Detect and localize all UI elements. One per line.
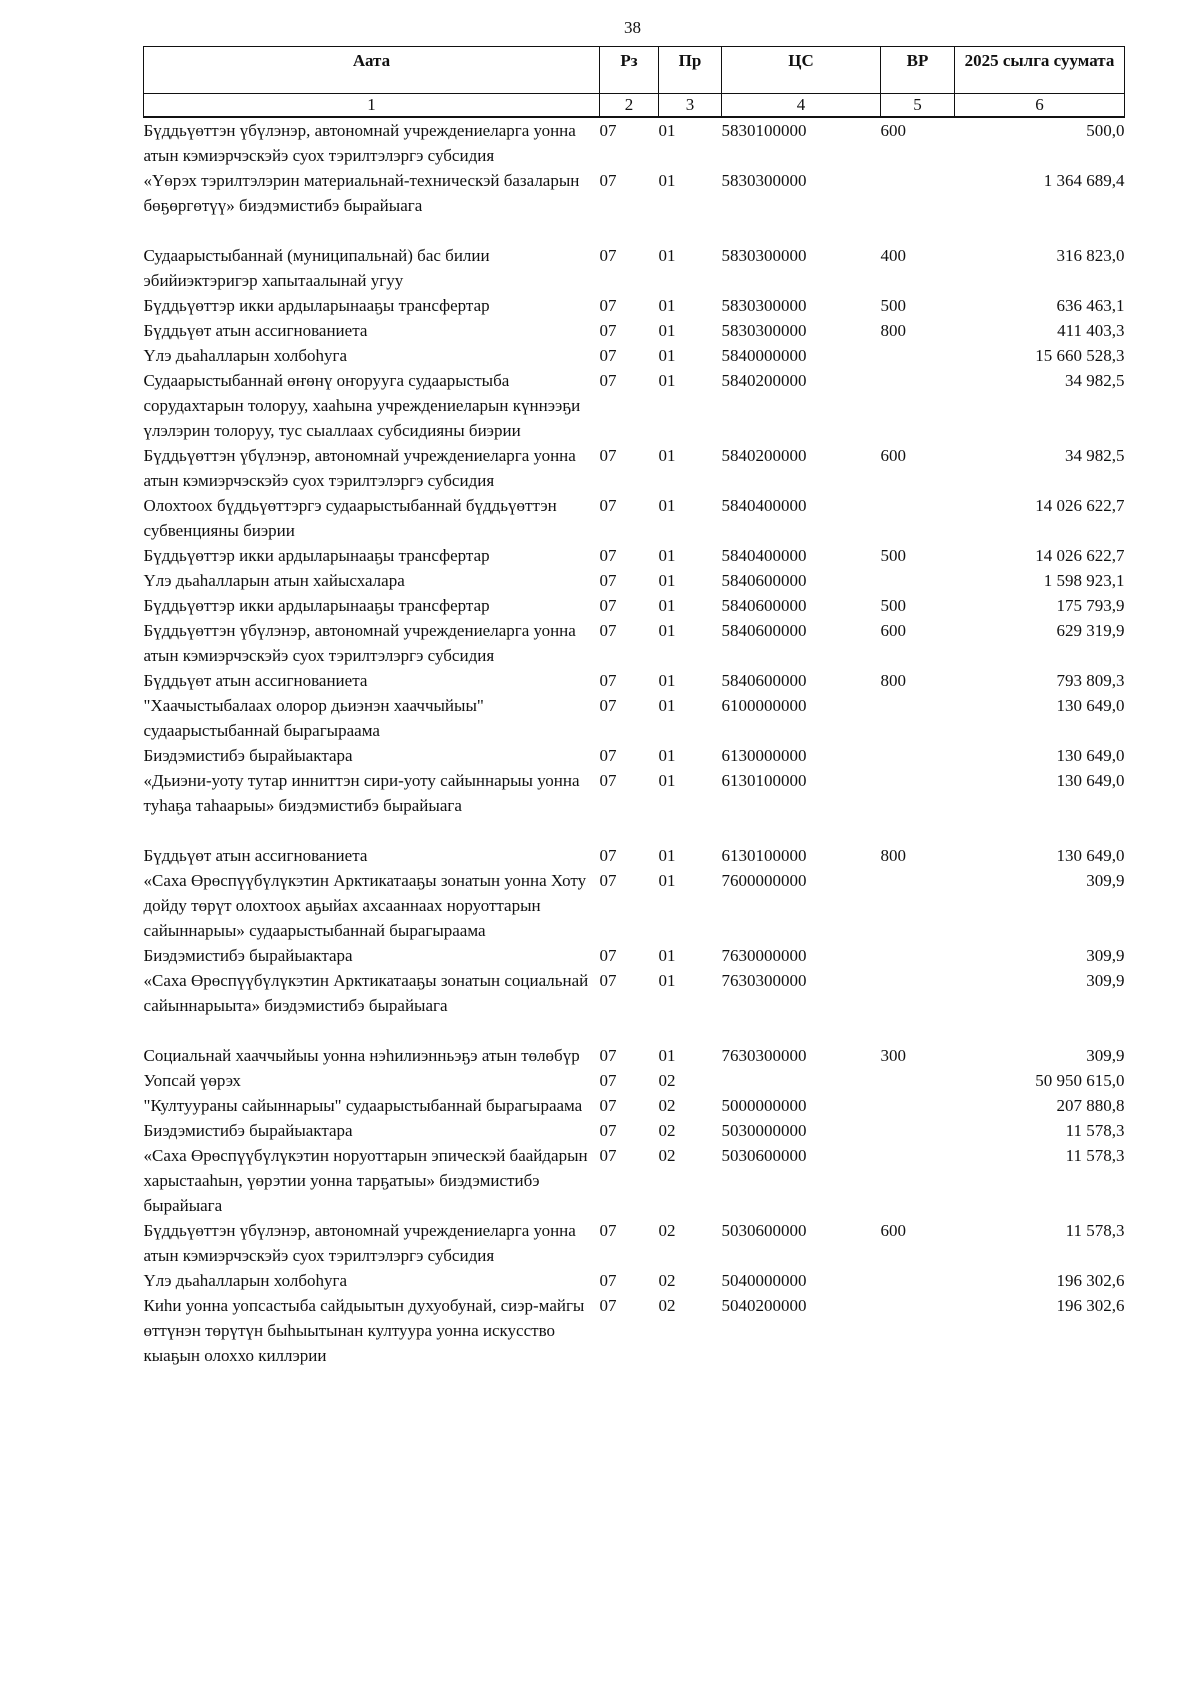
row-cs: 5830300000 [721,246,807,265]
row-amount: 196 302,6 [1056,1296,1125,1315]
row-rz: 07 [599,571,617,590]
column-index: 2 [600,94,659,118]
row-vr: 800 [880,846,906,865]
table-row [144,1218,1125,1268]
row-pr: 01 [658,246,676,265]
table-row [144,493,1125,543]
row-cs: 7630300000 [721,1046,807,1065]
table-row [144,343,1125,368]
row-pr: 01 [658,546,676,565]
row-vr [881,1268,955,1293]
row-rz: 07 [599,321,617,340]
row-amount: 196 302,6 [1056,1271,1125,1290]
row-cs: 7630000000 [721,946,807,965]
row-pr: 01 [658,296,676,315]
row-amount: 11 578,3 [1065,1221,1125,1240]
row-vr [881,693,955,743]
table-row [144,443,1125,493]
header-vr: ВР [881,47,955,94]
row-name: «Саха Өрөспүүбүлүкэтин Арктикатааҕы зонатын уонна Хоту дойду төрүт олохтоох аҕыйах ахсааннаах норуоттарын сайыннарыы» судаарыстыбаннай бырагыраама [143,871,587,940]
row-pr: 01 [658,346,676,365]
row-name: Бүддьүөттэн үбүлэнэр, автономнай учреждениеларга уонна атын кэмиэрчэскэйэ суох тэрилтэлэргэ субсидия [143,1221,576,1265]
row-rz: 07 [599,946,617,965]
row-pr: 01 [658,871,676,890]
row-name: "Култуураны сайыннарыы" судаарыстыбаннай бырагыраама [143,1096,583,1115]
row-amount: 34 982,5 [1065,371,1125,390]
row-cs: 5030000000 [721,1121,807,1140]
row-name: Судаарыстыбаннай өҥөнү оҥорууга судаарыстыба сорудахтарын толоруу, хааһына учреждениеларын күннээҕи үлэлэрин толоруу, тус сыаллаах субсидияны биэрии [143,371,581,440]
row-name: Үлэ дьаһалларын атын хайысхалара [143,571,405,590]
table-row [144,1068,1125,1093]
row-pr: 02 [658,1146,676,1165]
row-rz: 07 [599,546,617,565]
row-pr: 01 [658,446,676,465]
row-amount: 11 578,3 [1065,1146,1125,1165]
row-rz: 07 [599,596,617,615]
header-rz: Рз [600,47,659,94]
row-cs: 6130100000 [721,846,807,865]
header-name: Аата [144,47,600,94]
row-pr: 01 [658,696,676,715]
row-pr: 01 [658,596,676,615]
row-rz: 07 [599,246,617,265]
row-cs: 5830300000 [721,171,807,190]
row-amount: 629 319,9 [1056,621,1125,640]
row-name: Бүддьүөт атын ассигнованиета [143,321,368,340]
row-pr: 02 [658,1121,676,1140]
row-cs: 5840600000 [721,621,807,640]
row-cs: 6100000000 [721,696,807,715]
row-vr: 600 [880,1221,906,1240]
row-amount: 500,0 [1086,121,1125,140]
row-rz: 07 [599,696,617,715]
column-index-row [144,94,1125,118]
table-row [144,1268,1125,1293]
row-amount: 11 578,3 [1065,1121,1125,1140]
row-cs: 5840200000 [721,371,807,390]
row-rz: 07 [599,871,617,890]
row-vr [881,568,955,593]
table-row [144,843,1125,868]
row-amount: 636 463,1 [1056,296,1125,315]
row-name: Бүддьүөттэр икки ардыларынааҕы трансфертар [143,546,490,565]
row-amount: 15 660 528,3 [1035,346,1125,365]
column-index: 1 [144,94,600,118]
table-row [144,743,1125,768]
row-cs: 5840600000 [721,596,807,615]
table-row [144,543,1125,568]
row-name: Бүддьүөттэн үбүлэнэр, автономнай учреждениеларга уонна атын кэмиэрчэскэйэ суох тэрилтэлэргэ субсидия [143,621,576,665]
row-rz: 07 [599,846,617,865]
row-cs: 5000000000 [721,1096,807,1115]
row-amount: 14 026 622,7 [1035,496,1125,515]
page-number: 38 [624,18,641,37]
row-name: «Дьиэни-уоту тутар инниттэн сири-уоту сайыннарыы уонна туһаҕа таһаарыы» биэдэмистибэ бырайыага [143,771,580,815]
row-name: «Саха Өрөспүүбүлүкэтин норуоттарын эпическэй баайдарын харыстааһын, үөрэтии уонна тарҕатыы» биэдэмистибэ бырайыага [143,1146,588,1215]
row-name: Бүддьүөт атын ассигнованиета [143,671,368,690]
row-pr: 02 [658,1071,676,1090]
row-pr: 01 [658,121,676,140]
row-vr: 600 [880,446,906,465]
row-rz: 07 [599,171,617,190]
row-amount: 175 793,9 [1056,596,1125,615]
row-cs: 5840200000 [721,446,807,465]
row-name: Биэдэмистибэ бырайыактара [143,946,353,965]
table-row [144,318,1125,343]
row-name: Уопсай үөрэх [143,1071,241,1090]
row-vr: 600 [880,621,906,640]
table-row [144,593,1125,618]
row-cs: 7630300000 [721,971,807,990]
row-cs: 5840400000 [721,546,807,565]
row-pr: 01 [658,621,676,640]
row-vr [881,1293,955,1368]
row-name: Биэдэмистибэ бырайыактара [143,746,353,765]
row-vr [881,1118,955,1143]
row-vr [881,168,955,243]
row-cs: 5830100000 [721,121,807,140]
row-amount: 411 403,3 [1057,321,1125,340]
table-row [144,868,1125,943]
row-cs: 5840400000 [721,496,807,515]
row-pr: 01 [658,496,676,515]
row-name: Бүддьүөттэр икки ардыларынааҕы трансфертар [143,296,490,315]
row-vr [881,493,955,543]
row-rz: 07 [599,1146,617,1165]
row-vr [881,943,955,968]
row-vr [881,743,955,768]
row-vr [881,768,955,843]
row-pr: 01 [658,571,676,590]
table-row [144,168,1125,243]
row-vr [881,1068,955,1093]
row-amount: 207 880,8 [1056,1096,1125,1115]
table-row [144,243,1125,293]
row-cs: 6130000000 [721,746,807,765]
row-pr: 01 [658,1046,676,1065]
row-name: "Хаачыстыбалаах олорор дьиэнэн хааччыйыы" судаарыстыбаннай бырагыраама [143,696,484,740]
table-row [144,1143,1125,1218]
row-pr: 01 [658,171,676,190]
row-pr: 02 [658,1271,676,1290]
row-cs: 5840600000 [721,671,807,690]
row-rz: 07 [599,1121,617,1140]
row-vr [881,343,955,368]
row-cs: 5830300000 [721,321,807,340]
budget-table [143,46,1125,1368]
row-rz: 07 [599,671,617,690]
row-vr: 500 [880,296,906,315]
row-cs: 5830300000 [721,296,807,315]
row-amount: 34 982,5 [1065,446,1125,465]
row-rz: 07 [599,1296,617,1315]
row-amount: 1 364 689,4 [1043,171,1125,190]
row-amount: 130 649,0 [1056,771,1125,790]
row-pr: 01 [658,946,676,965]
row-name: Судаарыстыбаннай (муниципальнай) бас билии эбийиэктэригэр хапытаалынай угуу [143,246,490,290]
row-name: Бүддьүөт атын ассигнованиета [143,846,368,865]
row-pr: 01 [658,671,676,690]
row-cs: 5040000000 [721,1271,807,1290]
row-cs: 5040200000 [721,1296,807,1315]
row-cs: 7600000000 [721,871,807,890]
row-name: Үлэ дьаһалларын холбоһуга [143,346,348,365]
row-name: Бүддьүөттэн үбүлэнэр, автономнай учреждениеларга уонна атын кэмиэрчэскэйэ суох тэрилтэлэргэ субсидия [143,446,576,490]
row-rz: 07 [599,1271,617,1290]
column-index: 6 [955,94,1125,118]
row-rz: 07 [599,621,617,640]
table-row [144,368,1125,443]
row-vr: 600 [880,121,906,140]
column-index: 3 [659,94,722,118]
row-pr: 02 [658,1296,676,1315]
row-name: «Саха Өрөспүүбүлүкэтин Арктикатааҕы зонатын социальнай сайыннарыыта» биэдэмистибэ бырайыага [143,971,589,1015]
row-amount: 14 026 622,7 [1035,546,1125,565]
table-row [144,1093,1125,1118]
row-vr: 800 [880,321,906,340]
row-vr [881,968,955,1043]
row-cs: 5030600000 [721,1221,807,1240]
row-pr: 01 [658,846,676,865]
row-rz: 07 [599,771,617,790]
row-pr: 01 [658,371,676,390]
column-index: 5 [881,94,955,118]
table-row [144,968,1125,1043]
table-row [144,1293,1125,1368]
row-name: Үлэ дьаһалларын холбоһуга [143,1271,348,1290]
row-amount: 50 950 615,0 [1035,1071,1125,1090]
row-amount: 309,9 [1086,871,1125,890]
table-row [144,693,1125,743]
row-vr: 500 [880,596,906,615]
table-row [144,293,1125,318]
table-body [144,117,1125,1368]
row-cs: 5840000000 [721,346,807,365]
row-cs: 5030600000 [721,1146,807,1165]
row-rz: 07 [599,1096,617,1115]
row-cs [722,1068,881,1093]
row-rz: 07 [599,121,617,140]
row-vr: 800 [880,671,906,690]
header-amount: 2025 сылга суумата [955,47,1125,94]
row-rz: 07 [599,446,617,465]
table-row [144,117,1125,168]
row-rz: 07 [599,746,617,765]
row-pr: 02 [658,1096,676,1115]
row-vr [881,1143,955,1218]
row-pr: 01 [658,771,676,790]
row-amount: 316 823,0 [1056,246,1125,265]
table-row [144,1118,1125,1143]
row-vr: 400 [880,246,906,265]
row-amount: 793 809,3 [1056,671,1125,690]
row-name: Биэдэмистибэ бырайыактара [143,1121,353,1140]
row-rz: 07 [599,1221,617,1240]
table-row [144,768,1125,843]
table-row [144,568,1125,593]
row-vr: 300 [880,1046,906,1065]
table-row [144,1043,1125,1068]
row-name: Киһи уонна уопсастыба сайдыытын духуобунай, сиэр-майгы өттүнэн төрүтүн быһыытынан култуура уонна искусство кыаҕын олоххо киллэрии [143,1296,585,1365]
row-rz: 07 [599,1071,617,1090]
row-amount: 130 649,0 [1056,696,1125,715]
row-name: «Үөрэх тэрилтэлэрин материальнай-техническэй базаларын бөҕөргөтүү» биэдэмистибэ бырайыага [143,171,580,215]
row-rz: 07 [599,971,617,990]
row-name: Социальнай хааччыйыы уонна нэһилиэнньэҕэ атын төлөбүр [143,1046,580,1065]
table-row [144,618,1125,668]
row-rz: 07 [599,1046,617,1065]
row-vr: 500 [880,546,906,565]
row-vr [881,368,955,443]
header-pr: Пр [659,47,722,94]
row-rz: 07 [599,296,617,315]
row-cs: 5840600000 [721,571,807,590]
column-index: 4 [722,94,881,118]
row-pr: 01 [658,321,676,340]
row-vr [881,868,955,943]
row-amount: 130 649,0 [1056,746,1125,765]
row-amount: 130 649,0 [1056,846,1125,865]
row-rz: 07 [599,371,617,390]
row-amount: 309,9 [1086,1046,1125,1065]
row-amount: 309,9 [1086,971,1125,990]
table-row [144,943,1125,968]
row-rz: 07 [599,346,617,365]
row-pr: 01 [658,746,676,765]
row-cs: 6130100000 [721,771,807,790]
row-rz: 07 [599,496,617,515]
row-amount: 309,9 [1086,946,1125,965]
row-amount: 1 598 923,1 [1043,571,1125,590]
table-header-row [144,47,1125,94]
header-cs: ЦС [722,47,881,94]
table-row [144,668,1125,693]
row-vr [881,1093,955,1118]
row-pr: 01 [658,971,676,990]
row-name: Бүддьүөттэн үбүлэнэр, автономнай учреждениеларга уонна атын кэмиэрчэскэйэ суох тэрилтэлэргэ субсидия [143,121,576,165]
row-name: Бүддьүөттэр икки ардыларынааҕы трансфертар [143,596,490,615]
row-pr: 02 [658,1221,676,1240]
row-name: Олохтоох бүддьүөттэргэ судаарыстыбаннай бүддьүөттэн субвенцияны биэрии [143,496,557,540]
